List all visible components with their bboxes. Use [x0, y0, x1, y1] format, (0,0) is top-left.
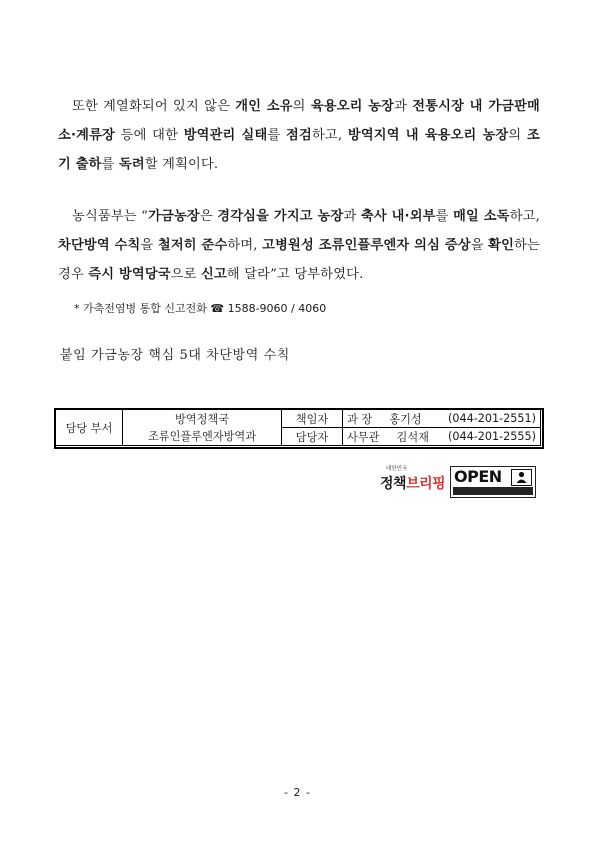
body-text: 을 [140, 238, 158, 253]
open-license-text: OPEN [454, 467, 502, 486]
body-text: 하고, [311, 128, 348, 143]
body-text: 농식품부는 “ [72, 209, 149, 224]
person-cell [343, 428, 439, 446]
emphasis-text: 차단방역 수칙 [58, 238, 141, 253]
policy-briefing-logo-small: 대한민국 [386, 466, 408, 472]
emphasis-text: 경각심을 가지고 농장 [217, 209, 344, 224]
open-license-logo [450, 466, 536, 498]
contact-row [56, 410, 541, 428]
emphasis-text: 축사 내·외부 [360, 209, 436, 224]
policy-briefing-logo-text: 정책브리핑 [380, 476, 446, 492]
body-text: 해 달라”고 당부하였다. [226, 267, 364, 282]
emphasis-text: 확인 [488, 238, 515, 253]
person-name: 김석재 [396, 430, 429, 444]
paragraph-1 [58, 92, 540, 179]
emphasis-text: 고병원성 조류인플루엔자 의심 증상 [262, 238, 471, 253]
emphasis-text: 독려 [118, 157, 145, 172]
body-text: 과 [394, 99, 413, 114]
emphasis-text: 방역관리 실태 [183, 128, 268, 143]
body-text: 의 [292, 99, 311, 114]
emphasis-text: 전통시장 내 가금판매소·계류장 [58, 99, 540, 143]
body-text: 하고, [509, 209, 540, 224]
emphasis-text: 개인 소유 [235, 99, 293, 114]
body-text: 하는 경우 [58, 238, 540, 282]
emphasis-text: 철저히 준수 [157, 238, 228, 253]
policy-briefing-logo [380, 464, 446, 498]
emphasis-text: 즉시 방역당국 [88, 267, 171, 282]
dept-line-2: 조류인플루엔자방역과 [147, 429, 257, 443]
person-cell [343, 410, 439, 428]
emphasis-text: 매일 소독 [453, 209, 510, 224]
phone-cell: (044-201-2551) [438, 410, 540, 428]
emphasis-text: 방역지역 내 육용오리 농장 [347, 128, 509, 143]
dept-line-1: 방역정책국 [174, 412, 230, 426]
emphasis-text: 신고 [201, 267, 227, 282]
open-license-bar [453, 487, 533, 495]
body-text: 를 [435, 209, 454, 224]
body-text: 과 [343, 209, 361, 224]
body-text: 하며, [227, 238, 263, 253]
role-cell: 책임자 [282, 410, 343, 428]
phone-cell: (044-201-2555) [438, 428, 540, 446]
report-hotline-note: * 가축전염병 통합 신고전화 ☎ 1588-9060 / 4060 [74, 302, 327, 315]
dept-label: 담당 부서 [56, 410, 123, 446]
dept-name [123, 410, 282, 446]
body-text: 의 [508, 128, 528, 143]
body-text: 를 [101, 157, 119, 172]
body-text: 또한 계열화되어 있지 않은 [72, 99, 236, 114]
emphasis-text: 육용오리 농장 [310, 99, 395, 114]
body-text: 은 [199, 209, 218, 224]
body-text: 등에 대한 [114, 128, 184, 143]
emphasis-text: 가금농장 [148, 209, 200, 224]
role-cell: 담당자 [282, 428, 343, 446]
emphasis-text: 점검 [286, 128, 312, 143]
page-number: - 2 - [284, 786, 311, 799]
emphasis-text: 조기 출하 [58, 128, 540, 172]
person-title: 사무관 [347, 430, 380, 444]
person-name: 홍기성 [389, 412, 422, 426]
body-text: 할 계획이다. [144, 157, 219, 172]
person-icon [511, 469, 532, 486]
contact-table [55, 409, 541, 446]
paragraph-2 [58, 202, 540, 289]
attachment-title: 붙임 가금농장 핵심 5대 차단방역 수칙 [60, 348, 290, 363]
body-text: 으로 [170, 267, 201, 282]
body-text: 를 [267, 128, 287, 143]
person-title: 과 장 [347, 412, 373, 426]
body-text: 을 [470, 238, 489, 253]
